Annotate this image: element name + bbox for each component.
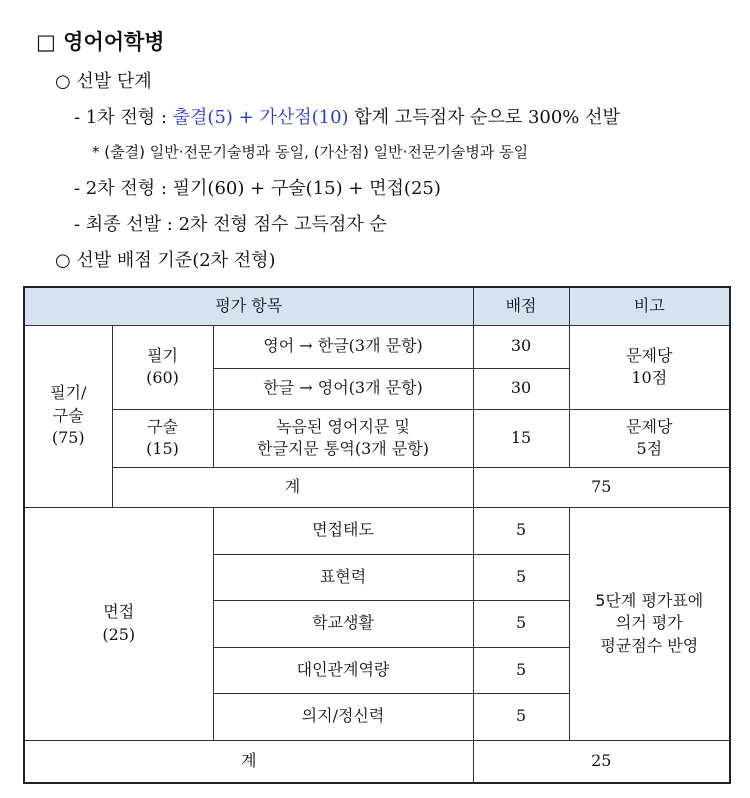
header-note: 비고	[569, 287, 730, 325]
stage-heading: ○ 선발 단계	[55, 71, 152, 92]
interview-item-name: 대인관계역량	[213, 647, 473, 693]
interview-item-score: 5	[473, 600, 569, 647]
written-row1-score: 30	[473, 325, 569, 368]
written-oral-label: 필기/ 구술 (75)	[24, 325, 112, 507]
interview-item-score: 5	[473, 554, 569, 600]
oral-item-score: 15	[473, 409, 569, 467]
written-note: 문제당 10점	[569, 325, 730, 409]
page-title: □ 영어어학병	[36, 30, 165, 54]
interview-item-score: 5	[473, 693, 569, 740]
interview-label: 면접 (25)	[24, 507, 213, 740]
interview-item-name: 면접태도	[213, 507, 473, 554]
written-row1-item: 영어 → 한글(3개 문항)	[213, 325, 473, 368]
total-value: 25	[473, 740, 730, 783]
written-row2-item: 한글 → 영어(3개 문항)	[213, 368, 473, 409]
stage1-suffix: 합계 고득점자 순으로 300% 선발	[348, 107, 620, 128]
interview-item-name: 학교생활	[213, 600, 473, 647]
interview-item-name: 표현력	[213, 554, 473, 600]
oral-label: 구술 (15)	[112, 409, 213, 467]
oral-note: 문제당 5점	[569, 409, 730, 467]
score-table	[23, 286, 731, 784]
interview-note: 5단계 평가표에 의거 평가 평균점수 반영	[569, 507, 730, 740]
interview-item-score: 5	[473, 647, 569, 693]
written-label: 필기 (60)	[112, 325, 213, 409]
criteria-heading: ○ 선발 배점 기준(2차 전형)	[55, 250, 276, 271]
oral-item: 녹음된 영어지문 및 한글지문 통역(3개 문항)	[213, 409, 473, 467]
header-score: 배점	[473, 287, 569, 325]
subtotal-value: 75	[473, 467, 730, 507]
stage2-line: - 2차 전형 : 필기(60) + 구술(15) + 면접(25)	[74, 178, 441, 199]
stage1-prefix: - 1차 전형 :	[74, 107, 173, 128]
stage1-line	[74, 103, 620, 129]
interview-item-score: 5	[473, 507, 569, 554]
interview-item-name: 의지/정신력	[213, 693, 473, 740]
subtotal-label: 계	[112, 467, 473, 507]
stage1-note: * (출결) 일반·전문기술병과 동일, (가산점) 일반·전문기술병과 동일	[92, 143, 529, 161]
written-row2-score: 30	[473, 368, 569, 409]
header-item: 평가 항목	[24, 287, 473, 325]
stage1-highlight: 출결(5) + 가산점(10)	[172, 107, 349, 128]
total-label: 계	[24, 740, 473, 783]
final-line: - 최종 선발 : 2차 전형 점수 고득점자 순	[74, 214, 387, 235]
